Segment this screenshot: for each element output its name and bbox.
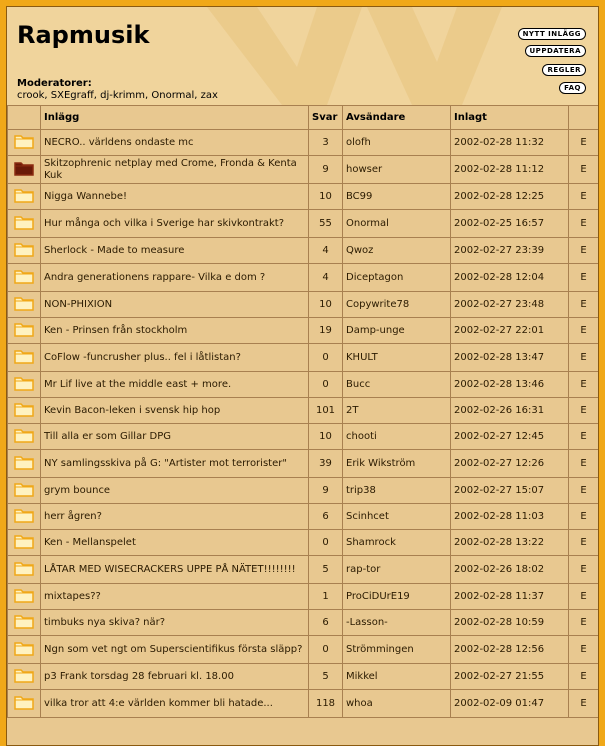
thread-title-link[interactable]: NY samlingsskiva på G: "Artister mot terrorister" — [41, 450, 309, 478]
thread-title-link[interactable]: Skitzophrenic netplay med Crome, Fronda & Kenta Kuk — [41, 156, 309, 184]
thread-title-link[interactable]: grym bounce — [41, 478, 309, 504]
folder-icon — [14, 268, 34, 288]
thread-email-link[interactable]: E — [569, 504, 599, 530]
thread-replies: 118 — [309, 690, 343, 718]
row-icon-cell — [8, 636, 41, 664]
row-icon-cell — [8, 264, 41, 292]
thread-sender[interactable]: rap-tor — [343, 556, 451, 584]
table-row[interactable] — [8, 424, 599, 450]
thread-email-link[interactable]: E — [569, 292, 599, 318]
thread-replies: 5 — [309, 556, 343, 584]
thread-title-link[interactable]: timbuks nya skiva? när? — [41, 610, 309, 636]
row-icon-cell — [8, 318, 41, 344]
folder-icon — [14, 640, 34, 660]
thread-sender[interactable]: chooti — [343, 424, 451, 450]
thread-sender[interactable]: Diceptagon — [343, 264, 451, 292]
thread-email-link[interactable]: E — [569, 398, 599, 424]
thread-sender[interactable]: BC99 — [343, 184, 451, 210]
thread-date: 2002-02-28 11:03 — [451, 504, 569, 530]
thread-replies: 1 — [309, 584, 343, 610]
folder-icon — [14, 295, 34, 315]
thread-sender[interactable]: Copywrite78 — [343, 292, 451, 318]
table-row[interactable] — [8, 318, 599, 344]
thread-date: 2002-02-28 12:25 — [451, 184, 569, 210]
row-icon-cell — [8, 610, 41, 636]
folder-icon — [14, 613, 34, 633]
thread-table — [7, 105, 599, 718]
thread-title-link[interactable]: NECRO.. världens ondaste mc — [41, 130, 309, 156]
table-row[interactable] — [8, 610, 599, 636]
faq-button[interactable]: FAQ — [559, 82, 586, 94]
folder-icon — [14, 587, 34, 607]
thread-date: 2002-02-28 10:59 — [451, 610, 569, 636]
thread-date: 2002-02-27 12:26 — [451, 450, 569, 478]
thread-replies: 0 — [309, 530, 343, 556]
thread-date: 2002-02-27 21:55 — [451, 664, 569, 690]
thread-date: 2002-02-28 11:32 — [451, 130, 569, 156]
table-row[interactable] — [8, 636, 599, 664]
thread-date: 2002-02-28 13:22 — [451, 530, 569, 556]
header-watermark — [187, 7, 517, 105]
thread-sender[interactable]: Bucc — [343, 372, 451, 398]
thread-date: 2002-02-27 22:01 — [451, 318, 569, 344]
thread-title-link[interactable]: Ken - Prinsen från stockholm — [41, 318, 309, 344]
header-post[interactable]: Inlägg — [41, 106, 309, 130]
forum-title: Rapmusik — [17, 21, 150, 49]
thread-sender[interactable]: olofh — [343, 130, 451, 156]
row-icon-cell — [8, 450, 41, 478]
thread-date: 2002-02-26 18:02 — [451, 556, 569, 584]
table-row[interactable] — [8, 372, 599, 398]
table-row[interactable] — [8, 344, 599, 372]
thread-sender[interactable]: Scinhcet — [343, 504, 451, 530]
thread-replies: 3 — [309, 130, 343, 156]
thread-email-link[interactable]: E — [569, 184, 599, 210]
folder-icon — [14, 533, 34, 553]
thread-replies: 5 — [309, 664, 343, 690]
thread-email-link[interactable]: E — [569, 264, 599, 292]
row-icon-cell — [8, 584, 41, 610]
row-icon-cell — [8, 690, 41, 718]
thread-email-link[interactable]: E — [569, 450, 599, 478]
thread-replies: 6 — [309, 504, 343, 530]
folder-icon — [14, 507, 34, 527]
thread-sender[interactable]: Erik Wikström — [343, 450, 451, 478]
thread-date: 2002-02-28 13:47 — [451, 344, 569, 372]
new-post-button[interactable]: NYTT INLÄGG — [518, 28, 586, 40]
thread-replies: 0 — [309, 372, 343, 398]
header-icon-cell — [8, 106, 41, 130]
thread-email-link[interactable]: E — [569, 664, 599, 690]
folder-icon — [14, 427, 34, 447]
thread-date: 2002-02-27 12:45 — [451, 424, 569, 450]
row-icon-cell — [8, 664, 41, 690]
thread-title-link[interactable]: vilka tror att 4:e världen kommer bli hatade... — [41, 690, 309, 718]
row-icon-cell — [8, 398, 41, 424]
thread-list — [8, 130, 599, 718]
thread-date: 2002-02-28 11:12 — [451, 156, 569, 184]
thread-sender[interactable]: Shamrock — [343, 530, 451, 556]
thread-replies: 9 — [309, 478, 343, 504]
thread-sender[interactable]: whoa — [343, 690, 451, 718]
thread-email-link[interactable]: E — [569, 636, 599, 664]
table-row[interactable] — [8, 664, 599, 690]
row-icon-cell — [8, 292, 41, 318]
thread-title-link[interactable]: mixtapes?? — [41, 584, 309, 610]
thread-email-link[interactable]: E — [569, 556, 599, 584]
rules-button[interactable]: REGLER — [542, 64, 586, 76]
moderators-list: crook, SXEgraff, dj-krimm, Onormal, zax — [17, 90, 218, 101]
thread-sender[interactable]: Strömmingen — [343, 636, 451, 664]
thread-title-link[interactable]: Ken - Mellanspelet — [41, 530, 309, 556]
header-extra — [569, 106, 599, 130]
row-icon-cell — [8, 156, 41, 184]
table-row[interactable] — [8, 184, 599, 210]
thread-email-link[interactable]: E — [569, 424, 599, 450]
table-header-row — [8, 106, 599, 130]
moderators-label: Moderatorer: — [17, 78, 92, 89]
thread-date: 2002-02-27 23:48 — [451, 292, 569, 318]
thread-sender[interactable]: -Lasson- — [343, 610, 451, 636]
thread-replies: 39 — [309, 450, 343, 478]
thread-title-link[interactable]: Till alla er som Gillar DPG — [41, 424, 309, 450]
folder-icon — [14, 560, 34, 580]
folder-icon — [14, 187, 34, 207]
forum-header — [7, 7, 598, 105]
thread-title-link[interactable]: Andra generationens rappare- Vilka e dom ? — [41, 264, 309, 292]
row-icon-cell — [8, 184, 41, 210]
row-icon-cell — [8, 530, 41, 556]
thread-sender[interactable]: ProCiDUrE19 — [343, 584, 451, 610]
thread-title-link[interactable]: p3 Frank torsdag 28 februari kl. 18.00 — [41, 664, 309, 690]
thread-date: 2002-02-09 01:47 — [451, 690, 569, 718]
thread-sender[interactable]: trip38 — [343, 478, 451, 504]
thread-title-link[interactable]: Kevin Bacon-leken i svensk hip hop — [41, 398, 309, 424]
header-sender[interactable]: Avsändare — [343, 106, 451, 130]
thread-replies: 101 — [309, 398, 343, 424]
thread-email-link[interactable]: E — [569, 610, 599, 636]
thread-title-link[interactable]: Sherlock - Made to measure — [41, 238, 309, 264]
thread-replies: 4 — [309, 238, 343, 264]
thread-email-link[interactable]: E — [569, 130, 599, 156]
thread-sender[interactable]: Mikkel — [343, 664, 451, 690]
thread-date: 2002-02-26 16:31 — [451, 398, 569, 424]
thread-date: 2002-02-27 23:39 — [451, 238, 569, 264]
folder-icon — [14, 241, 34, 261]
thread-title-link[interactable]: herr ågren? — [41, 504, 309, 530]
thread-email-link[interactable]: E — [569, 238, 599, 264]
thread-sender[interactable]: 2T — [343, 398, 451, 424]
table-row[interactable] — [8, 690, 599, 718]
row-icon-cell — [8, 556, 41, 584]
thread-replies: 0 — [309, 636, 343, 664]
thread-title-link[interactable]: LÅTAR MED WISECRACKERS UPPE PÅ NÄTET!!!!!!!! — [41, 556, 309, 584]
thread-email-link[interactable]: E — [569, 530, 599, 556]
folder-icon — [14, 667, 34, 687]
folder-icon — [14, 321, 34, 341]
forum-frame — [6, 6, 599, 746]
thread-email-link[interactable]: E — [569, 344, 599, 372]
row-icon-cell — [8, 424, 41, 450]
thread-title-link[interactable]: Hur många och vilka i Sverige har skivkontrakt? — [41, 210, 309, 238]
thread-replies: 6 — [309, 610, 343, 636]
thread-sender[interactable]: howser — [343, 156, 451, 184]
thread-email-link[interactable]: E — [569, 210, 599, 238]
thread-sender[interactable]: Onormal — [343, 210, 451, 238]
row-icon-cell — [8, 130, 41, 156]
table-row[interactable] — [8, 556, 599, 584]
thread-date: 2002-02-25 16:57 — [451, 210, 569, 238]
thread-replies: 10 — [309, 292, 343, 318]
thread-email-link[interactable]: E — [569, 156, 599, 184]
thread-replies: 10 — [309, 184, 343, 210]
row-icon-cell — [8, 478, 41, 504]
table-row[interactable] — [8, 264, 599, 292]
thread-title-link[interactable]: NON-PHIXION — [41, 292, 309, 318]
hot-folder-icon — [14, 160, 34, 180]
table-row[interactable] — [8, 210, 599, 238]
folder-icon — [14, 214, 34, 234]
row-icon-cell — [8, 238, 41, 264]
folder-icon — [14, 348, 34, 368]
thread-sender[interactable]: KHULT — [343, 344, 451, 372]
folder-icon — [14, 375, 34, 395]
row-icon-cell — [8, 344, 41, 372]
thread-replies: 9 — [309, 156, 343, 184]
table-row[interactable] — [8, 130, 599, 156]
table-row[interactable] — [8, 292, 599, 318]
thread-date: 2002-02-28 11:37 — [451, 584, 569, 610]
thread-date: 2002-02-27 15:07 — [451, 478, 569, 504]
folder-icon — [14, 481, 34, 501]
thread-title-link[interactable]: Ngn som vet ngt om Superscientifikus första släpp? — [41, 636, 309, 664]
row-icon-cell — [8, 504, 41, 530]
row-icon-cell — [8, 210, 41, 238]
thread-replies: 10 — [309, 424, 343, 450]
thread-sender[interactable]: Qwoz — [343, 238, 451, 264]
header-posted[interactable]: Inlagt — [451, 106, 569, 130]
thread-email-link[interactable]: E — [569, 478, 599, 504]
header-replies[interactable]: Svar — [309, 106, 343, 130]
folder-icon — [14, 401, 34, 421]
thread-sender[interactable]: Damp-unge — [343, 318, 451, 344]
thread-email-link[interactable]: E — [569, 318, 599, 344]
table-row[interactable] — [8, 584, 599, 610]
table-row[interactable] — [8, 238, 599, 264]
thread-title-link[interactable]: Mr Lif live at the middle east + more. — [41, 372, 309, 398]
table-row[interactable] — [8, 478, 599, 504]
thread-date: 2002-02-28 12:04 — [451, 264, 569, 292]
thread-title-link[interactable]: CoFlow -funcrusher plus.. fel i låtlistan? — [41, 344, 309, 372]
table-row[interactable] — [8, 398, 599, 424]
table-row[interactable] — [8, 530, 599, 556]
thread-replies: 0 — [309, 344, 343, 372]
folder-icon — [14, 133, 34, 153]
table-row[interactable] — [8, 450, 599, 478]
thread-replies: 55 — [309, 210, 343, 238]
row-icon-cell — [8, 372, 41, 398]
table-row[interactable] — [8, 504, 599, 530]
thread-email-link[interactable]: E — [569, 584, 599, 610]
folder-icon — [14, 454, 34, 474]
thread-email-link[interactable]: E — [569, 372, 599, 398]
table-row[interactable] — [8, 156, 599, 184]
folder-icon — [14, 694, 34, 714]
thread-date: 2002-02-28 12:56 — [451, 636, 569, 664]
thread-replies: 4 — [309, 264, 343, 292]
thread-title-link[interactable]: Nigga Wannebe! — [41, 184, 309, 210]
update-button[interactable]: UPPDATERA — [525, 45, 587, 57]
thread-replies: 19 — [309, 318, 343, 344]
thread-date: 2002-02-28 13:46 — [451, 372, 569, 398]
thread-email-link[interactable]: E — [569, 690, 599, 718]
